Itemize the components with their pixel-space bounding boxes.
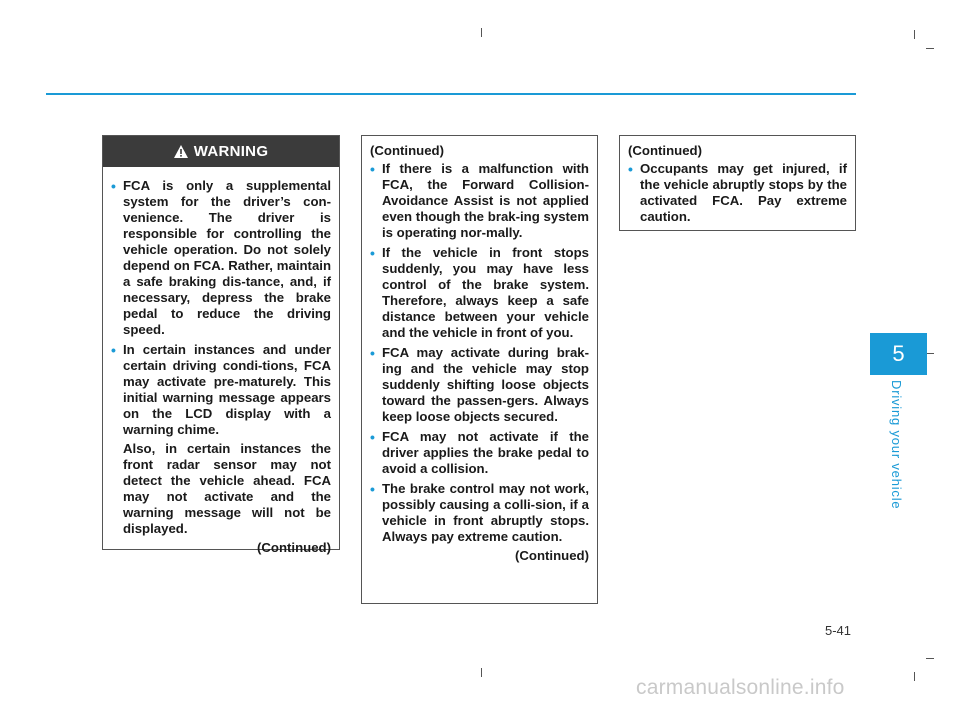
list-item: • In certain instances and under certain driving condi-tions, FCA may activate pre-maturely. This initial warning message appears on the LCD display with a warning chime. xyxy=(111,342,331,437)
crop-mark xyxy=(914,672,915,681)
bullet-dot-icon: • xyxy=(370,429,375,445)
bullet-dot-icon: • xyxy=(370,161,375,177)
crop-mark xyxy=(481,28,482,37)
crop-mark xyxy=(481,668,482,677)
crop-mark xyxy=(914,30,915,39)
warning-title: WARNING xyxy=(193,143,269,160)
bullet-dot-icon: • xyxy=(370,481,375,497)
continued-label: (Continued) xyxy=(257,540,331,555)
sub-paragraph: Also, in certain instances the front radar sensor may not detect the vehicle ahead. FCA may not activate and the warning message will not be displayed. xyxy=(123,441,331,536)
bullet-dot-icon: • xyxy=(111,342,116,358)
bullet-dot-icon: • xyxy=(111,178,116,194)
chapter-label: Driving your vehicle xyxy=(889,380,904,510)
list-item: • If the vehicle in front stops suddenly, you may have less control of the brake system. Therefore, always keep a safe distance between your vehicle and the vehicle in front of you. xyxy=(370,245,589,340)
list-item: • FCA may not activate if the driver applies the brake pedal to avoid a collision. xyxy=(370,429,589,476)
list-item: • FCA is only a supplemental system for the driver’s con-venience. The driver is responsible for controlling the vehicle operation. Do not solely depend on FCA. Rather, maintain a safe braking dis-tance, and, if necessary, depress the brake pedal to reduce the driving speed. xyxy=(111,178,331,337)
continued-box-right xyxy=(619,135,856,231)
bullet-dot-icon: • xyxy=(370,245,375,261)
chapter-tab: 5 xyxy=(870,333,927,375)
warning-header xyxy=(103,136,339,167)
continued-box-middle xyxy=(361,135,598,604)
header-rule xyxy=(46,93,856,95)
crop-mark xyxy=(926,658,934,659)
list-item: • FCA may activate during brak-ing and the vehicle may stop suddenly shifting loose objects toward the passen-gers. Always keep loose objects secured. xyxy=(370,345,589,424)
continued-label: (Continued) xyxy=(515,548,589,563)
warning-triangle-icon xyxy=(174,145,188,158)
list-item: • The brake control may not work, possibly causing a colli-sion, if a vehicle in front abruptly stops. Always pay extreme caution. xyxy=(370,481,589,544)
continued-label: (Continued) xyxy=(370,143,444,158)
warning-content xyxy=(103,167,339,562)
list-item: • If there is a malfunction with FCA, the Forward Collision-Avoidance Assist is not applied even though the brak-ing system is operating nor-mally. xyxy=(370,161,589,240)
crop-mark xyxy=(926,353,934,354)
middle-content xyxy=(362,136,597,570)
bullet-dot-icon: • xyxy=(370,345,375,361)
watermark: carmanualsonline.info xyxy=(636,676,845,699)
list-item: • Occupants may get injured, if the vehicle abruptly stops by the activated FCA. Pay extreme caution. xyxy=(628,161,847,224)
bullet-dot-icon: • xyxy=(628,161,633,177)
crop-mark xyxy=(926,48,934,49)
warning-box xyxy=(102,135,340,555)
right-content xyxy=(620,136,855,235)
page-number: 5-41 xyxy=(825,623,852,638)
continued-label: (Continued) xyxy=(628,143,702,158)
